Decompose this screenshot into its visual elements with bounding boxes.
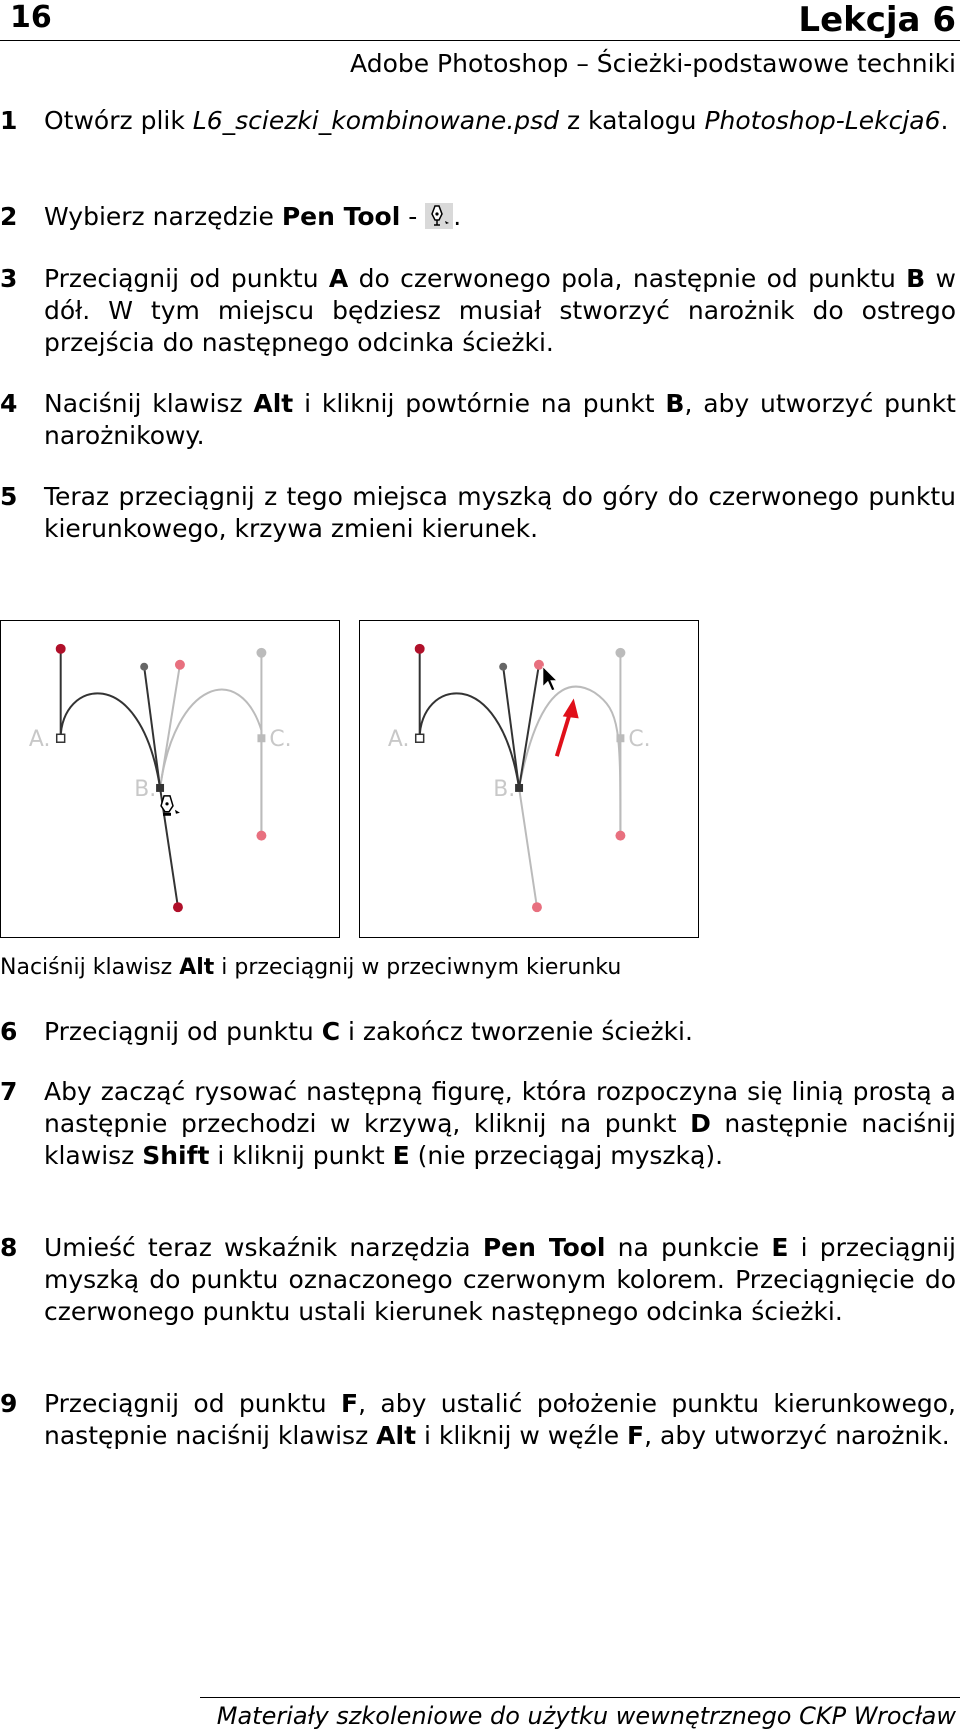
anchor-red-c [256, 831, 266, 841]
path-dark [420, 693, 519, 788]
label-a: A. [28, 727, 51, 753]
footer-text: Materiały szkoleniowe do użytku wewnętrznego CKP Wrocław [216, 1702, 956, 1730]
anchor-a [57, 734, 65, 742]
step-1 [0, 105, 956, 137]
anchor-grey [499, 663, 507, 671]
step-2 [0, 201, 956, 233]
label-c: C. [628, 727, 651, 753]
page-number: 16 [10, 0, 52, 35]
label-c: C. [269, 727, 292, 753]
anchor-red-c [615, 831, 625, 841]
cursor-arrow-icon [543, 667, 557, 691]
step-3 [0, 263, 956, 359]
handle-line-b-top [144, 667, 160, 788]
step-text: Przeciągnij od punktu C i zakończ tworzenie ścieżki. [44, 1017, 693, 1046]
lesson-title: Lekcja 6 [798, 0, 956, 40]
handle-line-light-down [519, 788, 537, 907]
anchor-dark-red-bottom [173, 902, 183, 912]
step-7 [0, 1076, 956, 1172]
step-text: Teraz przeciągnij z tego miejsca myszką do góry do czerwonego punktu kierunkowego, krzywa zmieni kierunek. [44, 482, 956, 543]
red-arrow-icon [557, 699, 579, 757]
header-rule [0, 40, 960, 41]
pen-tool-icon [425, 203, 453, 229]
step-number: 2 [0, 202, 18, 231]
handle-line-b-top [503, 667, 519, 788]
anchor-dark-red [415, 644, 425, 654]
anchor-grey-c [256, 648, 266, 658]
anchor-b [515, 784, 523, 792]
step-number: 8 [0, 1233, 18, 1262]
lesson-subtitle: Adobe Photoshop – Ścieżki-podstawowe techniki [350, 49, 956, 78]
step-text: Naciśnij klawisz Alt i kliknij powtórnie na punkt B, aby utworzyć punkt narożnikowy. [44, 389, 956, 450]
step-5 [0, 481, 956, 545]
anchor-c [257, 734, 265, 742]
step-8 [0, 1232, 956, 1328]
step-number: 4 [0, 389, 18, 418]
anchor-b [156, 784, 164, 792]
figure-left [0, 620, 340, 938]
step-text: Przeciągnij od punktu F, aby ustalić położenie punktu kierunkowego, następnie naciśnij klawisz Alt i kliknij w węźle F, aby utworzyć narożnik. [44, 1389, 956, 1450]
label-b: B. [134, 776, 157, 802]
step-number: 3 [0, 264, 18, 293]
anchor-a [416, 734, 424, 742]
footer-rule [200, 1697, 960, 1698]
anchor-red-bottom [532, 902, 542, 912]
step-6 [0, 1016, 956, 1048]
step-text: Wybierz narzędzie Pen Tool - . [44, 202, 462, 231]
label-b: B. [493, 776, 516, 802]
anchor-dark-red [56, 644, 66, 654]
path-light [160, 690, 261, 836]
anchor-c [616, 734, 624, 742]
anchor-red [175, 660, 185, 670]
step-number: 7 [0, 1077, 18, 1106]
step-9 [0, 1388, 956, 1452]
anchor-grey [140, 663, 148, 671]
path-dark [61, 693, 160, 788]
anchor-grey-c [615, 648, 625, 658]
step-number: 6 [0, 1017, 18, 1046]
label-a: A. [387, 727, 410, 753]
step-text: Aby zacząć rysować następną figurę, która rozpoczyna się linią prostą a następnie przechodzi w krzywą, kliknij na punkt D następnie naciśnij klawisz Shift i kliknij punkt E (nie przeciągaj myszką). [44, 1077, 956, 1170]
step-number: 9 [0, 1389, 18, 1418]
step-text: Umieść teraz wskaźnik narzędzia Pen Tool na punkcie E i przeciągnij myszką do punktu oznaczonego czerwonym kolorem. Przeciągnięcie do czerwonego punktu ustali kierunek następnego odcinka ścieżki. [44, 1233, 956, 1326]
step-number: 1 [0, 106, 18, 135]
step-text: Otwórz plik L6_sciezki_kombinowane.psd z katalogu Photoshop-Lekcja6. [44, 106, 949, 135]
figure-right [359, 620, 699, 938]
step-4 [0, 388, 956, 452]
figure-caption: Naciśnij klawisz Alt i przeciągnij w przeciwnym kierunku [0, 955, 622, 980]
step-number: 5 [0, 482, 18, 511]
anchor-red [534, 660, 544, 670]
step-text: Przeciągnij od punktu A do czerwonego pola, następnie od punktu B w dół. W tym miejscu będziesz musiał stworzyć narożnik do ostrego przejścia do następnego odcinka ścieżki. [44, 264, 956, 357]
